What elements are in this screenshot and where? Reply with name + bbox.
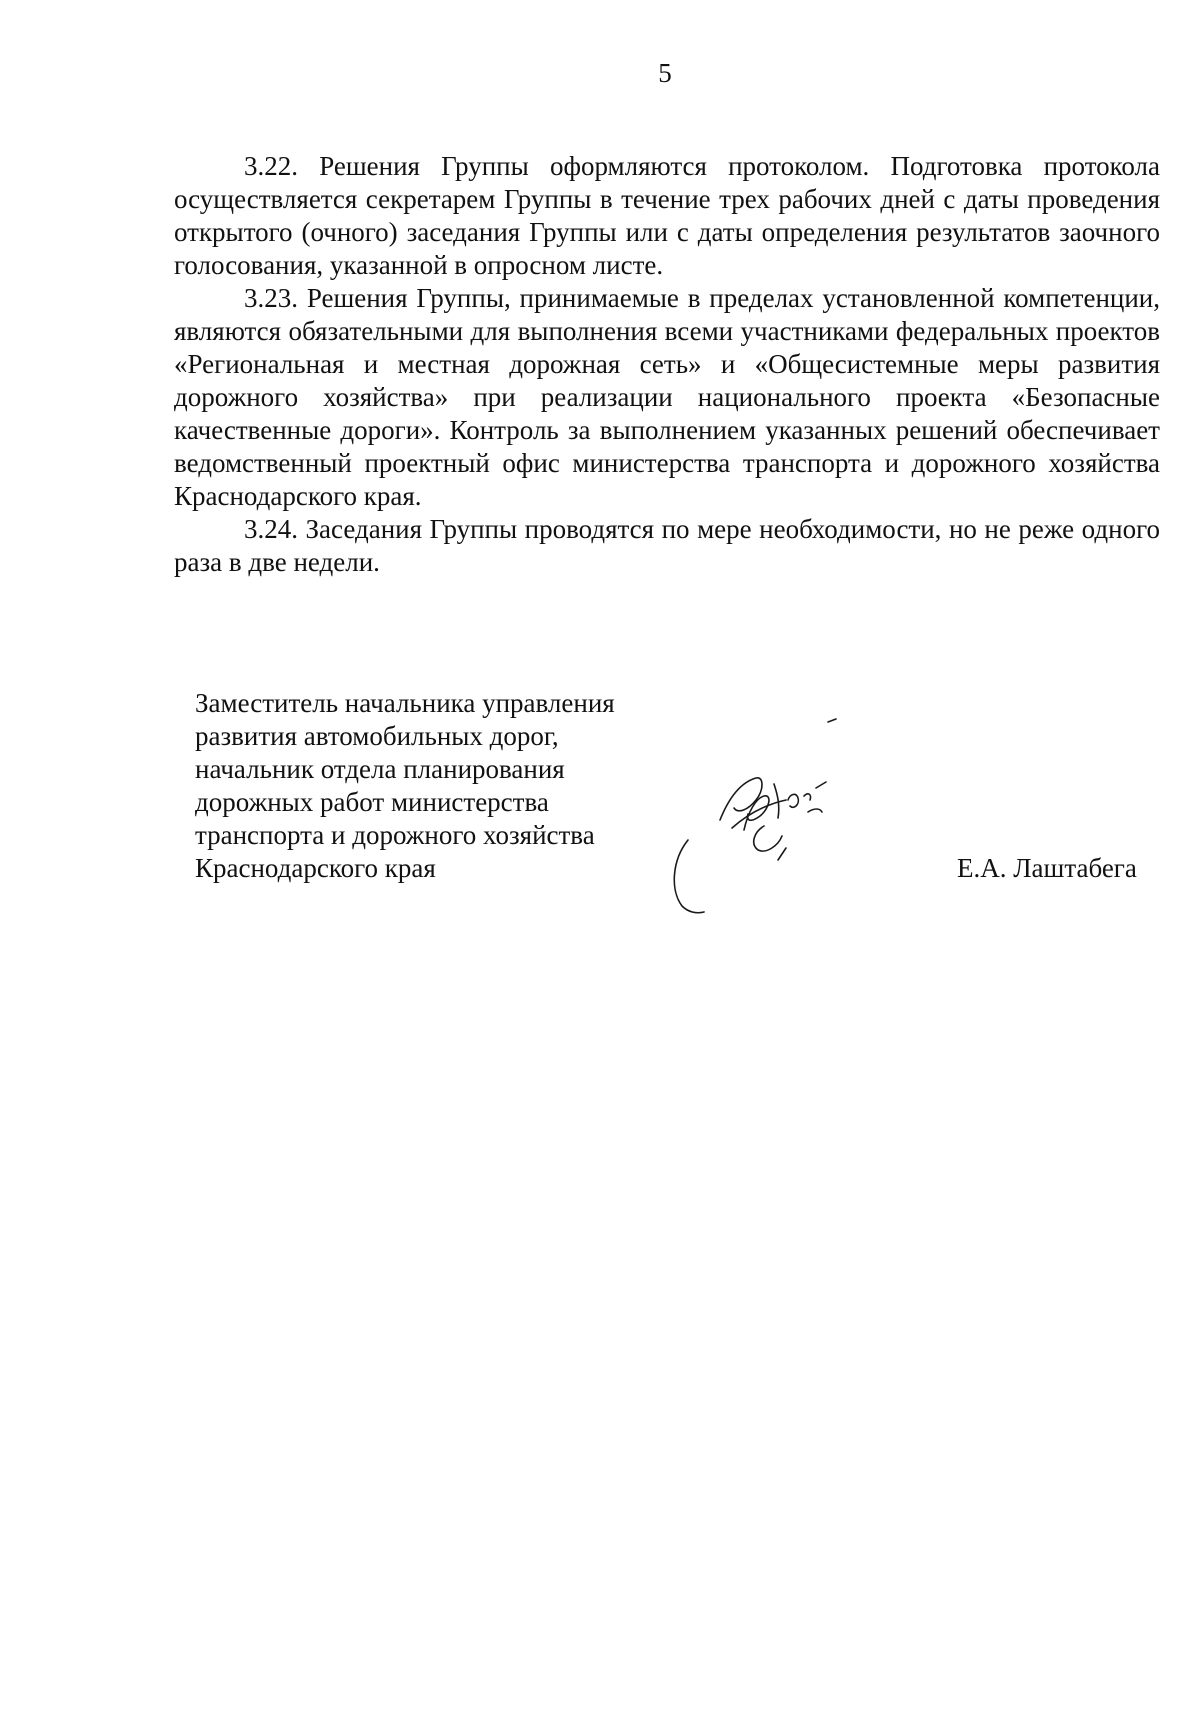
position-line: транспорта и дорожного хозяйства bbox=[195, 820, 595, 850]
handwritten-signature bbox=[660, 700, 870, 930]
position-line: дорожных работ министерства bbox=[195, 787, 549, 817]
paragraph-3-22: 3.22. Решения Группы оформляются протоколом. Подготовка протокола осуществляется секретарем Группы в течение трех рабочих дней с даты проведения открытого (очного) заседания Группы или с даты определения результатов заочного голосования, указанной в опросном листе. bbox=[174, 151, 1160, 280]
paragraph-3-24: 3.24. Заседания Группы проводятся по мере необходимости, но не реже одного раза в две недели. bbox=[174, 514, 1160, 577]
position-line: Заместитель начальника управления bbox=[195, 688, 615, 718]
document-body bbox=[174, 150, 1160, 579]
position-line: начальник отдела планирования bbox=[195, 754, 565, 784]
signatory-name: Е.А. Лаштабега bbox=[957, 853, 1137, 883]
signatory-position bbox=[195, 687, 695, 885]
page-number: 5 bbox=[658, 58, 672, 88]
paragraph-3-23: 3.23. Решения Группы, принимаемые в пределах установленной компетенции, являются обязательными для выполнения всеми участниками федеральных проектов «Региональная и местная дорожная сеть» и «Общесистемные меры развития дорожного хозяйства» при реализации национального проекта «Безопасные качественные дороги». Контроль за выполнением указанных решений обеспечивает ведомственный проектный офис министерства транспорта и дорожного хозяйства Краснодарского края. bbox=[174, 283, 1160, 511]
position-line: Краснодарского края bbox=[195, 853, 436, 883]
position-line: развития автомобильных дорог, bbox=[195, 721, 559, 751]
